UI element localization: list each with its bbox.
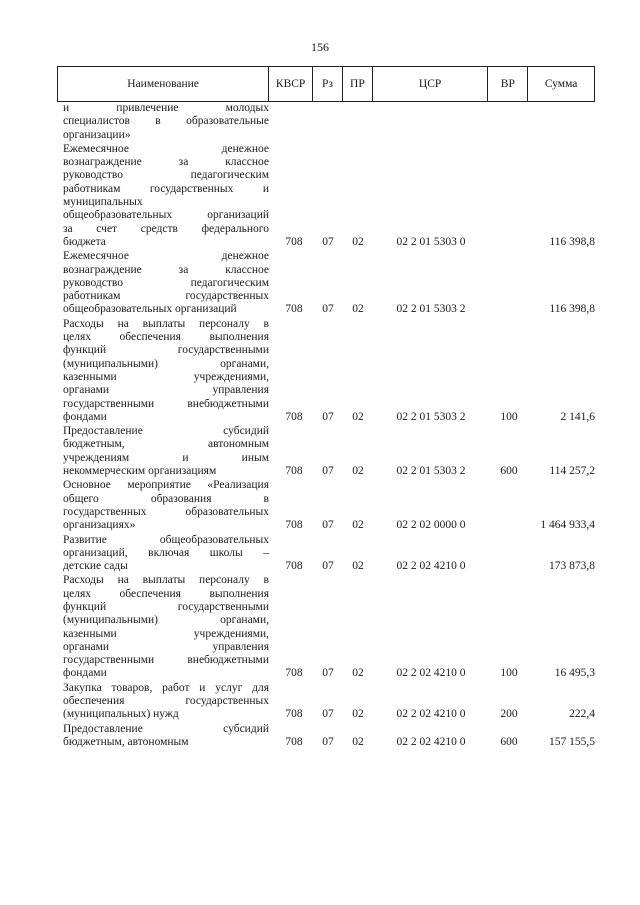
cell-csr: 02 2 01 5303 2 <box>396 303 466 316</box>
row-name-line: и привлечение молодых <box>63 102 269 114</box>
cell-csr: 02 2 02 4210 0 <box>396 708 466 721</box>
table-row <box>57 143 595 249</box>
row-name-line: (муниципальными) органами, <box>63 357 269 370</box>
cell-csr: 02 2 01 5303 2 <box>396 410 466 423</box>
row-name-line: (муниципальными) органами, <box>63 614 269 627</box>
row-name-line: государственных образовательных <box>63 505 269 518</box>
row-name <box>57 143 269 249</box>
row-name <box>57 102 269 142</box>
cell-rz: 07 <box>322 303 334 316</box>
row-name-line: муниципальных <box>63 196 143 209</box>
cell-rz: 07 <box>322 560 334 573</box>
cell-csr: 02 2 02 4210 0 <box>396 560 466 573</box>
row-name-line: Предоставление субсидий <box>63 722 269 735</box>
row-name <box>57 250 269 316</box>
table-body <box>57 102 595 750</box>
table-row <box>57 682 595 722</box>
cell-csr: 02 2 02 4210 0 <box>396 667 466 680</box>
row-name-line: органами управления <box>63 384 269 397</box>
row-name-line: руководство педагогическим <box>63 169 269 182</box>
row-name <box>57 534 269 574</box>
cell-kvsr: 708 <box>285 465 303 478</box>
row-name-line: Закупка товаров, работ и услуг для <box>63 681 269 694</box>
row-name-line: специалистов в образовательные <box>63 115 269 128</box>
cell-sum: 1 464 933,4 <box>540 519 595 532</box>
page-number: 156 <box>311 40 329 54</box>
row-name-line: бюджетным, автономным <box>63 735 189 748</box>
row-name-line: Развитие общеобразовательных <box>63 533 269 546</box>
row-name-line: Ежемесячное денежное <box>63 250 269 263</box>
cell-kvsr: 708 <box>285 667 303 680</box>
row-name-line: организации» <box>63 128 131 141</box>
header-name: Наименование <box>58 67 269 101</box>
table-header <box>57 66 595 102</box>
row-name-line: вознаграждение за классное <box>63 156 269 169</box>
header-rz: Рз <box>313 67 343 101</box>
header-pr: ПР <box>343 67 373 101</box>
row-name <box>57 574 269 680</box>
table-row <box>57 479 595 532</box>
cell-kvsr: 708 <box>285 303 303 316</box>
header-vr: ВР <box>488 67 528 101</box>
row-name-line: казенными учреждениями, <box>63 370 269 383</box>
cell-sum: 116 398,8 <box>549 303 595 316</box>
cell-vr: 600 <box>500 735 518 748</box>
row-name <box>57 682 269 722</box>
header-csr: ЦСР <box>373 67 489 101</box>
row-name <box>57 723 269 750</box>
cell-rz: 07 <box>322 708 334 721</box>
row-name-line: Основное мероприятие «Реализация <box>63 479 269 492</box>
row-name-line: некоммерческим организациям <box>63 465 217 478</box>
cell-vr: 100 <box>500 410 518 423</box>
cell-pr: 02 <box>352 410 364 423</box>
cell-pr: 02 <box>352 465 364 478</box>
table-row <box>57 534 595 574</box>
row-name <box>57 479 269 532</box>
row-name-line: фондами <box>63 667 107 680</box>
row-name-line: организаций, включая школы – <box>63 546 269 559</box>
cell-pr: 02 <box>352 235 364 248</box>
table-row <box>57 318 595 424</box>
cell-kvsr: 708 <box>285 735 303 748</box>
row-name-line: обеспечения государственных <box>63 695 269 708</box>
header-sum: Сумма <box>544 78 578 90</box>
row-name <box>57 318 269 424</box>
row-name-line: общего образования в <box>63 492 269 505</box>
cell-pr: 02 <box>352 519 364 532</box>
header-kvsr: КВСР <box>269 67 313 101</box>
row-name-line: общеобразовательных организаций <box>63 303 237 316</box>
table-row <box>57 102 595 142</box>
row-name-line: Предоставление субсидий <box>63 425 269 438</box>
row-name-line: Ежемесячное денежное <box>63 142 269 155</box>
cell-kvsr: 708 <box>285 410 303 423</box>
row-name-line: фондами <box>63 410 107 423</box>
cell-kvsr: 708 <box>285 708 303 721</box>
row-name-line: общеобразовательных организаций <box>63 209 269 222</box>
cell-csr: 02 2 02 0000 0 <box>396 519 466 532</box>
cell-pr: 02 <box>352 303 364 316</box>
row-name-line: работникам государственных и <box>63 182 269 195</box>
row-name-line: государственными внебюджетными <box>63 654 269 667</box>
cell-pr: 02 <box>352 735 364 748</box>
row-name-line: (муниципальных) нужд <box>63 708 179 721</box>
cell-pr: 02 <box>352 708 364 721</box>
cell-vr: 200 <box>500 708 518 721</box>
table-row <box>57 250 595 316</box>
cell-sum: 222,4 <box>569 708 595 721</box>
cell-sum: 114 257,2 <box>549 465 595 478</box>
cell-rz: 07 <box>322 410 334 423</box>
cell-csr: 02 2 01 5303 2 <box>396 465 466 478</box>
table-row <box>57 723 595 750</box>
cell-rz: 07 <box>322 735 334 748</box>
cell-rz: 07 <box>322 519 334 532</box>
cell-sum: 2 141,6 <box>560 410 595 423</box>
cell-sum: 16 495,3 <box>554 667 595 680</box>
row-name <box>57 425 269 478</box>
row-name-line: целях обеспечения выполнения <box>63 331 269 344</box>
row-name-line: детские сады <box>63 560 128 573</box>
cell-kvsr: 708 <box>285 560 303 573</box>
row-name-line: бюджета <box>63 235 106 248</box>
row-name-line: государственными внебюджетными <box>63 397 269 410</box>
row-name-line: функций государственными <box>63 344 269 357</box>
cell-pr: 02 <box>352 560 364 573</box>
cell-kvsr: 708 <box>285 519 303 532</box>
row-name-line: казенными учреждениями, <box>63 627 269 640</box>
row-name-line: руководство педагогическим <box>63 276 269 289</box>
cell-csr: 02 2 01 5303 0 <box>396 235 466 248</box>
row-name-line: учреждениям и иным <box>63 451 269 464</box>
cell-rz: 07 <box>322 235 334 248</box>
row-name-line: Расходы на выплаты персоналу в <box>63 317 269 330</box>
row-name-line: Расходы на выплаты персоналу в <box>63 574 269 587</box>
row-name-line: целях обеспечения выполнения <box>63 587 269 600</box>
cell-vr: 100 <box>500 667 518 680</box>
cell-vr: 600 <box>500 465 518 478</box>
cell-csr: 02 2 02 4210 0 <box>396 735 466 748</box>
row-name-line: вознаграждение за классное <box>63 263 269 276</box>
row-name-line: органами управления <box>63 640 269 653</box>
cell-pr: 02 <box>352 667 364 680</box>
cell-kvsr: 708 <box>285 235 303 248</box>
row-name-line: функций государственными <box>63 600 269 613</box>
row-name-line: за счет средств федерального <box>63 222 269 235</box>
row-name-line: работникам государственных <box>63 290 269 303</box>
table-row <box>57 574 595 680</box>
cell-sum: 157 155,5 <box>549 735 595 748</box>
cell-sum: 173 873,8 <box>549 560 595 573</box>
cell-sum: 116 398,8 <box>549 235 595 248</box>
row-name-line: бюджетным, автономным <box>63 438 269 451</box>
cell-rz: 07 <box>322 667 334 680</box>
row-name-line: организациях» <box>63 519 136 532</box>
cell-rz: 07 <box>322 465 334 478</box>
table-row <box>57 425 595 478</box>
